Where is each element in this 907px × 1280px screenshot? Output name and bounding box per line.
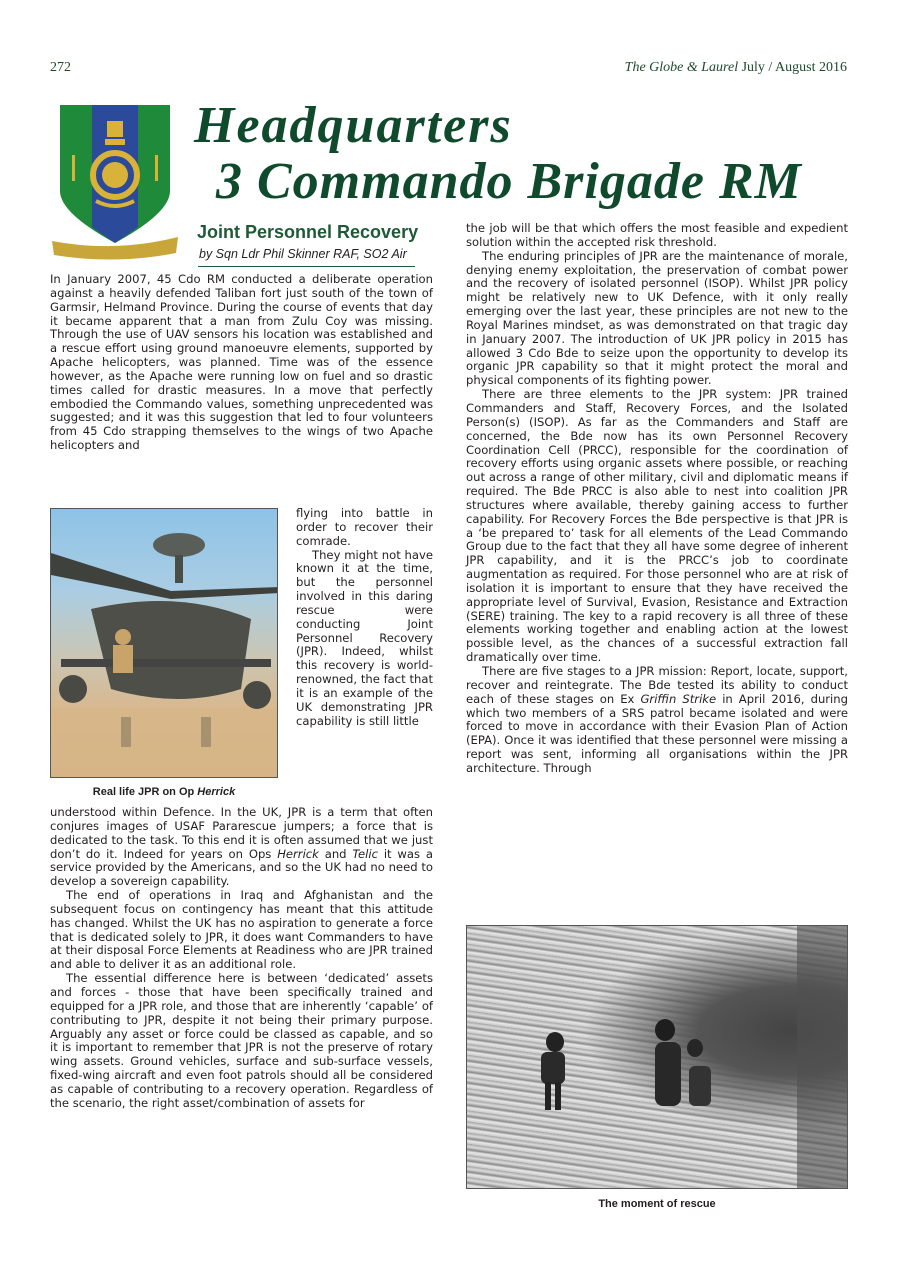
article-subheading: Joint Personnel Recovery xyxy=(197,222,419,242)
apache-helicopter-photo xyxy=(50,508,278,778)
paragraph: understood within Defence. In the UK, JPR is a term that often conjures images of USAF Pararescue jumpers; a force that is dedicated to the task. To this end it is often assumed that we just don’t do it. Indeed for years on Ops Herrick and Telic it was a service provided by the Americans, and so the UK had no need to develop a sovereign capability. xyxy=(50,805,433,889)
paragraph: The essential difference here is between ‘dedicated’ assets and forces - those that have been specifically trained and equipped for a JPR role, and those that are inherently ‘capable’ of contributing to JPR, despite it not being their primary purpose. Arguably any asset or force could be classed as capable, and so it is important to remember that JPR is not the preserve of rotary wing assets. Ground vehicles, surface and sub-surface vessels, fixed-wing aircraft and even foot patrols should all be considered as capable of contributing to a recovery operation. Regardless of the scenario, the right asset/combination of assets for xyxy=(50,971,433,1110)
title-line-2: 3 Commando Brigade RM xyxy=(216,153,802,210)
rescue-figures-illustration-icon xyxy=(467,926,848,1189)
article-title xyxy=(194,97,802,210)
byline-divider xyxy=(198,266,415,267)
page-number: 272 xyxy=(50,60,71,75)
issue-date: July / August 2016 xyxy=(741,60,847,75)
paragraph: They might not have known it at the time, but the personnel involved in this daring rescue were conducting Joint Personnel Recovery (JPR). Indeed, whilst this recovery is world-renowned, the fact that it is an example of the UK demonstrating JPR capability is still little xyxy=(296,547,433,728)
paragraph: There are five stages to a JPR mission: Report, locate, support, recover and reintegrate. The Bde tested its ability to conduct each of these stages on Ex Griffin Strike in April 2016, during which two members of a SRS patrol became isolated and were forced to move in accordance with their Evasion Plan of Action (EPA). Once it was identified that these personnel were missing a report was sent, informing all organisations within the JPR architecture. Through xyxy=(466,664,848,775)
left-column-bottom xyxy=(50,806,433,1111)
paragraph: The end of operations in Iraq and Afghanistan and the subsequent focus on contingency has meant that this attitude has changed. Whilst the UK has no aspiration to generate a force that is dedicated solely to JPR, it does want Commanders to have at their disposal Force Elements at Readiness who are JPR trained and able to deliver it as an additional role. xyxy=(50,888,433,972)
paragraph: In January 2007, 45 Cdo RM conducted a deliberate operation against a heavily defended Taliban fort just south of the town of Garmsir, Helmand Province. During the course of events that day it became apparent that a man from Zulu Coy was missing. Through the use of UAV sensors his location was established and a rescue effort using ground manoeuvre elements, supported by Apache helicopters, was planned. Time was of the essence however, as the Apache were running low on fuel and so drastic times called for drastic measures. In a move that perfectly embodied the Commando values, something unprecedented was suggested; and it was this suggestion that led to four volunteers from 45 Cdo strapping themselves to the wings of two Apache helicopters and xyxy=(50,272,433,453)
helicopter-illustration-icon xyxy=(51,509,278,778)
paragraph: The enduring principles of JPR are the maintenance of morale, denying enemy exploitation, the preservation of combat power and the recovery of isolated personnel (ISOP). Whilst JPR policy might be relatively new to UK Defence, with it only really emerging over the last year, these principles are not new to the Royal Marines mindset, as was demonstrated on that tragic day in January 2007. The introduction of UK JPR policy in 2015 has allowed 3 Cdo Bde to seize upon the opportunity to develop its organic JPR capability so that it might protect the moral and physical components of its fighting power. xyxy=(466,248,848,388)
rescue-photo-caption: The moment of rescue xyxy=(598,1198,716,1210)
title-line-1: Headquarters xyxy=(194,97,513,154)
publication-name: The Globe & Laurel xyxy=(624,60,739,75)
hq-3-commando-brigade-crest-icon xyxy=(52,103,178,263)
paragraph: flying into battle in order to recover their comrade. xyxy=(296,506,433,548)
paragraph: the job will be that which offers the most feasible and expedient solution within the accepted risk threshold. xyxy=(466,221,848,249)
running-header xyxy=(625,60,847,76)
rescue-surveillance-photo xyxy=(466,925,848,1189)
left-column-wrap-text xyxy=(296,507,433,729)
left-column-top xyxy=(50,273,433,453)
right-column xyxy=(466,222,848,776)
byline: by Sqn Ldr Phil Skinner RAF, SO2 Air xyxy=(199,247,407,261)
helicopter-photo-caption: Real life JPR on Op Herrick xyxy=(92,786,236,798)
paragraph: There are three elements to the JPR system: JPR trained Commanders and Staff, Recovery Forces, and the Isolated Person(s) (ISOP). As far as the Commanders and Staff are concerned, the Bde now has its own Personnel Recovery Coordination Cell (PRCC), responsible for the coordination of recovery efforts using organic assets where possible, or reaching out across a range of other military, civil and diplomatic means if required. The Bde PRCC is also able to nest into coalition JPR structures where available, thereby gaining access to further capability. For Recovery Forces the Bde perspective is that JPR is a ‘be prepared to’ task for all elements of the Lead Commando Group due to the fact that they all have some degree of inherent JPR capability, and it is the PRCC’s job to coordinate augmentation as required. For those personnel who are at risk of isolation it is important to ensure that they have received the appropriate level of Survival, Evasion, Resistance and Extraction (SERE) training. The key to a rapid recovery is all three of these elements working together and enabling action at the lowest possible level, as the chances of a successful extraction fall dramatically over time. xyxy=(466,387,848,665)
